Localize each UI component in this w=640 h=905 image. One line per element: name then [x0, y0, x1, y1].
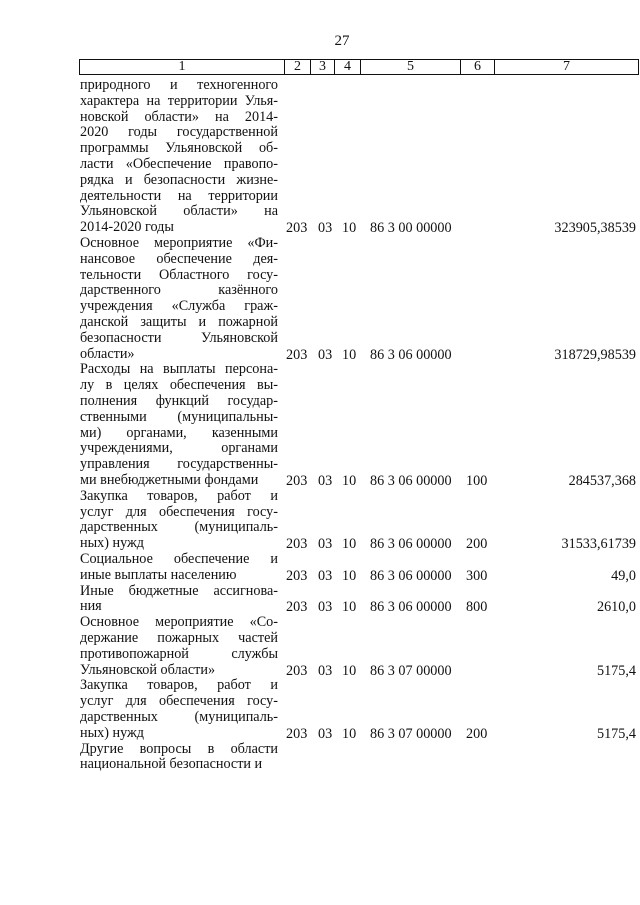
description-line: противопожарной службы [80, 646, 278, 662]
description-line: ственными (муниципальны- [80, 409, 278, 425]
description-line: национальной безопасности и [80, 757, 263, 773]
row-description [80, 742, 278, 774]
cell-c7: 31533,61739 [561, 536, 636, 553]
cell-c6: 100 [466, 473, 488, 489]
cell-c3: 03 [318, 346, 333, 363]
cell-c3: 03 [318, 662, 333, 679]
description-line: деятельности на территории [80, 188, 278, 204]
cell-c3: 03 [318, 220, 333, 237]
row-codes [0, 536, 640, 552]
description-line: дарственных (муниципаль- [80, 709, 278, 725]
cell-c2: 203 [286, 473, 308, 489]
description-line: управления государственны- [80, 457, 278, 473]
cell-c2: 203 [286, 536, 308, 553]
row-codes [0, 663, 640, 679]
description-line: ных) нужд [80, 725, 145, 741]
column-header-5: 5 [361, 60, 461, 75]
cell-c5: 86 3 07 00000 [370, 725, 452, 742]
description-line: 2014-2020 годы [80, 220, 174, 236]
cell-c2: 203 [286, 220, 308, 237]
row-codes [0, 599, 640, 615]
column-header-6: 6 [461, 60, 495, 75]
column-header-3: 3 [311, 60, 335, 75]
description-line: дарственного казённого [80, 283, 278, 299]
description-line: Закупка товаров, работ и [80, 678, 278, 694]
description-line: иные выплаты населению [80, 567, 237, 583]
cell-c4: 10 [342, 662, 357, 679]
description-line: рядка и безопасности жизне- [80, 172, 278, 188]
description-line: Социальное обеспечение и [80, 552, 278, 567]
description-line: новской области» на 2014- [80, 109, 278, 125]
description-line: ласти «Обеспечение правопо- [80, 156, 278, 172]
description-line: характера на территории Улья- [80, 93, 278, 109]
cell-c6: 300 [466, 567, 488, 584]
description-line: лу в целях обеспечения вы- [80, 378, 278, 394]
row-codes [0, 347, 640, 363]
cell-c3: 03 [318, 725, 333, 742]
column-header-table [79, 59, 639, 75]
description-line: данской защиты и пожарной [80, 314, 278, 330]
row-codes [0, 473, 640, 489]
description-line: учреждениями, органами [80, 441, 278, 457]
cell-c7: 284537,368 [568, 473, 636, 489]
cell-c4: 10 [342, 567, 357, 584]
description-line: ми) органами, казенными [80, 425, 278, 441]
column-header-1: 1 [80, 60, 285, 75]
column-header-7: 7 [495, 60, 639, 75]
cell-c6: 200 [466, 725, 488, 742]
description-line: Другие вопросы в области [80, 741, 278, 757]
row-description [80, 78, 278, 236]
cell-c7: 5175,4 [596, 725, 636, 742]
description-line: услуг для обеспечения госу- [80, 504, 278, 520]
cell-c5: 86 3 00 00000 [370, 220, 452, 237]
cell-c5: 86 3 06 00000 [370, 599, 452, 616]
description-line: области» [80, 346, 135, 362]
description-line: держание пожарных частей [80, 630, 278, 646]
description-line: 2020 годы государственной [80, 125, 278, 141]
description-line: дарственных (муниципаль- [80, 520, 278, 536]
description-line: Ульяновской области» [80, 662, 216, 678]
description-line: нансовое обеспечение дея- [80, 251, 278, 267]
cell-c5: 86 3 06 00000 [370, 536, 452, 553]
row-description [80, 236, 278, 362]
cell-c4: 10 [342, 725, 357, 742]
cell-c7: 323905,38539 [554, 220, 636, 237]
cell-c5: 86 3 06 00000 [370, 473, 452, 489]
cell-c3: 03 [318, 473, 333, 489]
description-line: ных) нужд [80, 536, 145, 552]
cell-c7: 318729,98539 [554, 346, 636, 363]
description-line: Основное мероприятие «Со- [80, 615, 278, 631]
row-codes [0, 220, 640, 236]
description-line: Закупка товаров, работ и [80, 488, 278, 504]
cell-c4: 10 [342, 473, 357, 489]
description-line: безопасности Ульяновской [80, 330, 278, 346]
cell-c3: 03 [318, 536, 333, 553]
description-line: Основное мероприятие «Фи- [80, 236, 278, 251]
description-line: тельности Областного госу- [80, 267, 278, 283]
row-codes [0, 726, 640, 742]
description-line: Иные бюджетные ассигнова- [80, 583, 278, 599]
description-line: услуг для обеспечения госу- [80, 694, 278, 710]
description-line: ния [80, 599, 102, 615]
description-line: программы Ульяновской об- [80, 141, 278, 157]
cell-c4: 10 [342, 346, 357, 363]
cell-c6: 800 [466, 599, 488, 616]
cell-c5: 86 3 06 00000 [370, 346, 452, 363]
description-line: природного и техногенного [80, 78, 278, 93]
column-header-2: 2 [285, 60, 311, 75]
cell-c4: 10 [342, 536, 357, 553]
column-header-row [80, 60, 639, 75]
cell-c5: 86 3 06 00000 [370, 567, 452, 584]
cell-c7: 49,0 [611, 567, 636, 584]
description-line: полнения функций государ- [80, 393, 278, 409]
cell-c3: 03 [318, 599, 333, 616]
row-codes [0, 568, 640, 584]
row-description [80, 362, 278, 488]
description-line: Расходы на выплаты персона- [80, 362, 278, 378]
cell-c4: 10 [342, 220, 357, 237]
cell-c7: 5175,4 [596, 662, 636, 679]
description-line: ми внебюджетными фондами [80, 472, 259, 488]
cell-c7: 2610,0 [596, 599, 636, 616]
cell-c5: 86 3 07 00000 [370, 662, 452, 679]
cell-c2: 203 [286, 599, 308, 616]
cell-c6: 200 [466, 536, 488, 553]
description-line: учреждения «Служба граж- [80, 299, 278, 315]
cell-c4: 10 [342, 599, 357, 616]
cell-c2: 203 [286, 725, 308, 742]
cell-c2: 203 [286, 662, 308, 679]
cell-c2: 203 [286, 346, 308, 363]
cell-c2: 203 [286, 567, 308, 584]
column-header-4: 4 [335, 60, 361, 75]
page-number: 27 [334, 33, 350, 49]
cell-c3: 03 [318, 567, 333, 584]
description-line: Ульяновской области» на [80, 204, 278, 220]
